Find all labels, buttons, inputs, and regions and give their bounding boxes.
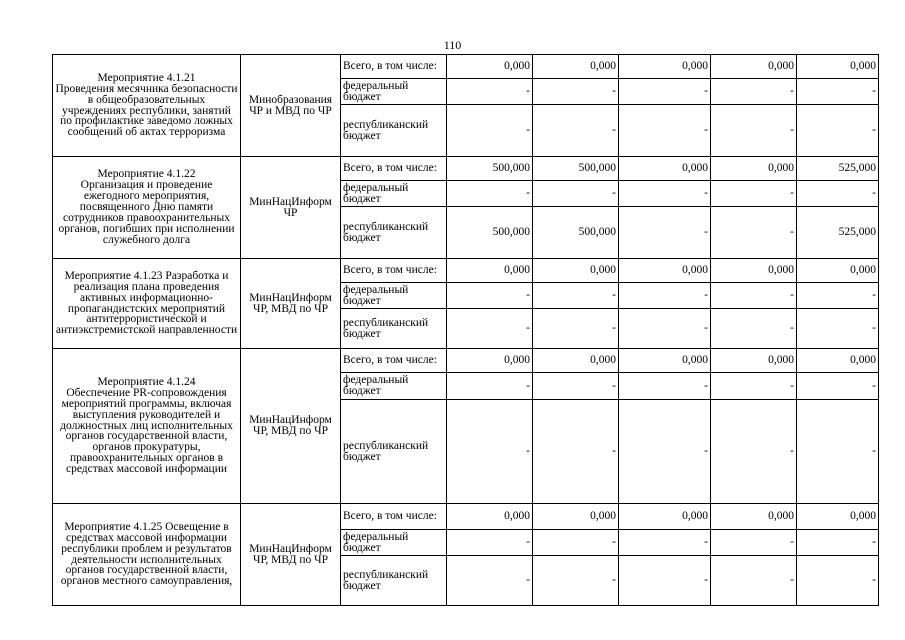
amount-cell: - bbox=[533, 79, 619, 105]
funding-source-cell: федеральный бюджет bbox=[341, 530, 447, 556]
amount-cell: 0,000 bbox=[797, 259, 879, 283]
amount-cell: 525,000 bbox=[797, 157, 879, 181]
amount-cell: - bbox=[619, 373, 711, 400]
amount-cell: 0,000 bbox=[797, 55, 879, 79]
amount-cell: - bbox=[533, 309, 619, 349]
amount-cell: - bbox=[711, 556, 797, 606]
amount-cell: 0,000 bbox=[711, 157, 797, 181]
amount-cell: - bbox=[447, 373, 533, 400]
amount-cell: 0,000 bbox=[533, 55, 619, 79]
amount-cell: - bbox=[447, 400, 533, 504]
amount-cell: 0,000 bbox=[619, 504, 711, 530]
amount-cell: - bbox=[797, 105, 879, 157]
amount-cell: - bbox=[711, 283, 797, 309]
amount-cell: - bbox=[711, 79, 797, 105]
amount-cell: - bbox=[711, 105, 797, 157]
amount-cell: - bbox=[711, 309, 797, 349]
executor-cell: МинНацИнформ ЧР, МВД по ЧР bbox=[241, 349, 341, 504]
amount-cell: - bbox=[533, 373, 619, 400]
amount-cell: - bbox=[797, 309, 879, 349]
table-row bbox=[53, 349, 879, 373]
amount-cell: 0,000 bbox=[797, 504, 879, 530]
executor-cell: МинНацИнформ ЧР bbox=[241, 157, 341, 259]
measure-cell: Мероприятие 4.1.24 Обеспечение PR-сопровождения мероприятий программы, включая выступления руководителей и должностных лиц исполнительных органов государственной власти, органов прокуратуры, правоохранительных органов в средствах массовой информации bbox=[53, 349, 241, 504]
amount-cell: 525,000 bbox=[797, 207, 879, 259]
amount-cell: 0,000 bbox=[447, 259, 533, 283]
amount-cell: 0,000 bbox=[711, 504, 797, 530]
amount-cell: 0,000 bbox=[619, 259, 711, 283]
amount-cell: - bbox=[447, 181, 533, 207]
measure-cell: Мероприятие 4.1.21 Проведения месячника безопасности в общеобразовательных учреждениях республики, занятий по профилактике заведомо ложных сообщений об актах терроризма bbox=[53, 55, 241, 157]
table-body bbox=[53, 55, 879, 606]
amount-cell: - bbox=[797, 530, 879, 556]
funding-source-cell: федеральный бюджет bbox=[341, 79, 447, 105]
amount-cell: - bbox=[619, 181, 711, 207]
funding-source-cell: республиканский бюджет bbox=[341, 309, 447, 349]
amount-cell: - bbox=[447, 556, 533, 606]
amount-cell: - bbox=[797, 181, 879, 207]
page-number: 110 bbox=[443, 38, 462, 52]
executor-cell: МинНацИнформ ЧР, МВД по ЧР bbox=[241, 504, 341, 606]
amount-cell: 0,000 bbox=[711, 259, 797, 283]
amount-cell: - bbox=[711, 181, 797, 207]
amount-cell: 0,000 bbox=[447, 504, 533, 530]
amount-cell: - bbox=[619, 556, 711, 606]
amount-cell: 0,000 bbox=[533, 504, 619, 530]
funding-source-cell: федеральный бюджет bbox=[341, 283, 447, 309]
amount-cell: 500,000 bbox=[447, 207, 533, 259]
amount-cell: - bbox=[533, 181, 619, 207]
amount-cell: - bbox=[533, 400, 619, 504]
funding-source-cell: республиканский бюджет bbox=[341, 105, 447, 157]
amount-cell: - bbox=[797, 79, 879, 105]
amount-cell: - bbox=[447, 79, 533, 105]
measure-cell: Мероприятие 4.1.23 Разработка и реализация плана проведения активных информационно-пропагандистских мероприятий антитеррористической и антиэкстремистской направленности bbox=[53, 259, 241, 349]
amount-cell: - bbox=[619, 530, 711, 556]
amount-cell: - bbox=[619, 400, 711, 504]
amount-cell: - bbox=[711, 400, 797, 504]
amount-cell: - bbox=[447, 530, 533, 556]
funding-source-cell: Всего, в том числе: bbox=[341, 259, 447, 283]
amount-cell: - bbox=[619, 207, 711, 259]
amount-cell: - bbox=[447, 283, 533, 309]
amount-cell: - bbox=[797, 400, 879, 504]
funding-source-cell: Всего, в том числе: bbox=[341, 55, 447, 79]
amount-cell: - bbox=[533, 530, 619, 556]
amount-cell: 0,000 bbox=[619, 157, 711, 181]
amount-cell: 0,000 bbox=[711, 349, 797, 373]
amount-cell: 0,000 bbox=[797, 349, 879, 373]
amount-cell: 0,000 bbox=[619, 55, 711, 79]
amount-cell: - bbox=[797, 556, 879, 606]
amount-cell: - bbox=[797, 283, 879, 309]
funding-source-cell: республиканский бюджет bbox=[341, 207, 447, 259]
amount-cell: 500,000 bbox=[447, 157, 533, 181]
executor-cell: Минобразования ЧР и МВД по ЧР bbox=[241, 55, 341, 157]
measure-cell: Мероприятие 4.1.22 Организация и проведение ежегодного мероприятия, посвященного Дню памяти сотрудников правоохранительных органов, погибших при исполнении служебного долга bbox=[53, 157, 241, 259]
amount-cell: - bbox=[711, 373, 797, 400]
amount-cell: - bbox=[533, 283, 619, 309]
amount-cell: 0,000 bbox=[533, 259, 619, 283]
amount-cell: 500,000 bbox=[533, 207, 619, 259]
amount-cell: 0,000 bbox=[533, 349, 619, 373]
amount-cell: - bbox=[619, 79, 711, 105]
funding-source-cell: Всего, в том числе: bbox=[341, 349, 447, 373]
amount-cell: 0,000 bbox=[711, 55, 797, 79]
funding-source-cell: Всего, в том числе: bbox=[341, 157, 447, 181]
amount-cell: - bbox=[797, 373, 879, 400]
amount-cell: - bbox=[533, 556, 619, 606]
amount-cell: 0,000 bbox=[447, 349, 533, 373]
table-row bbox=[53, 259, 879, 283]
table-row bbox=[53, 157, 879, 181]
table-row bbox=[53, 504, 879, 530]
table-row bbox=[53, 55, 879, 79]
amount-cell: - bbox=[711, 530, 797, 556]
amount-cell: - bbox=[619, 283, 711, 309]
amount-cell: - bbox=[533, 105, 619, 157]
amount-cell: - bbox=[619, 309, 711, 349]
measure-cell: Мероприятие 4.1.25 Освещение в средствах массовой информации республики проблем и результатов деятельности исполнительных органов государственной власти, органов местного самоуправления, bbox=[53, 504, 241, 606]
amount-cell: - bbox=[619, 105, 711, 157]
funding-source-cell: республиканский бюджет bbox=[341, 400, 447, 504]
funding-source-cell: республиканский бюджет bbox=[341, 556, 447, 606]
amount-cell: 0,000 bbox=[447, 55, 533, 79]
amount-cell: 500,000 bbox=[533, 157, 619, 181]
funding-source-cell: Всего, в том числе: bbox=[341, 504, 447, 530]
budget-table bbox=[52, 54, 879, 606]
amount-cell: - bbox=[447, 309, 533, 349]
executor-cell: МинНацИнформ ЧР, МВД по ЧР bbox=[241, 259, 341, 349]
amount-cell: 0,000 bbox=[619, 349, 711, 373]
funding-source-cell: федеральный бюджет bbox=[341, 373, 447, 400]
amount-cell: - bbox=[711, 207, 797, 259]
funding-source-cell: федеральный бюджет bbox=[341, 181, 447, 207]
amount-cell: - bbox=[447, 105, 533, 157]
